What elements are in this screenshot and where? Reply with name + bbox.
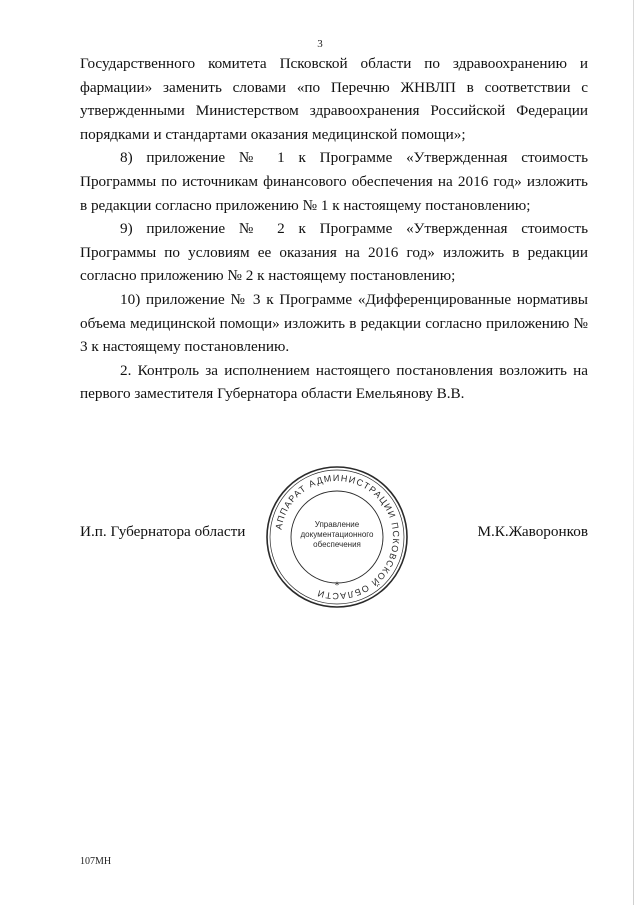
document-body bbox=[80, 52, 588, 406]
official-seal-stamp bbox=[264, 464, 410, 610]
seal-outer-text: АППАРАТ АДМИНИСТРАЦИИ ПСКОВСКОЙ ОБЛАСТИ bbox=[273, 472, 402, 602]
paragraph-item-8: 8) приложение № 1 к Программе «Утвержденная стоимость Программы по источникам финансового обеспечения на 2016 год» изложить в редакции согласно приложению № 1 к настоящему постановлению; bbox=[80, 149, 588, 214]
signatory-position: И.п. Губернатора области bbox=[80, 523, 246, 540]
footer-document-code: 107МН bbox=[80, 856, 112, 867]
seal-inner-text bbox=[264, 520, 410, 550]
seal-inner-line-2: документационного bbox=[300, 530, 374, 539]
paragraph-continuation: Государственного комитета Псковской области по здравоохранению и фармации» заменить словами «по Перечню ЖНВЛП в соответствии с утвержденными Министерством здравоохранения Российской Федерации порядками и стандартами оказания медицинской помощи»; bbox=[80, 55, 588, 143]
paragraph-item-9: 9) приложение № 2 к Программе «Утвержденная стоимость Программы по условиям ее оказания на 2016 год» изложить в редакции согласно приложению № 2 к настоящему постановлению; bbox=[80, 220, 588, 285]
signatory-name: М.К.Жаворонков bbox=[477, 523, 588, 540]
seal-inner-line-1: Управление bbox=[314, 520, 360, 529]
seal-star-icon: * bbox=[334, 581, 340, 591]
page-number: 3 bbox=[317, 38, 323, 50]
scan-edge-line bbox=[633, 0, 634, 905]
paragraph-control-clause: 2. Контроль за исполнением настоящего постановления возложить на первого заместителя Губернатора области Емельянову В.В. bbox=[80, 361, 588, 403]
paragraph-item-10: 10) приложение № 3 к Программе «Дифференцированные нормативы объема медицинской помощи» изложить в редакции согласно приложению № 3 к настоящему постановлению. bbox=[80, 290, 588, 356]
seal-inner-line-3: обеспечения bbox=[313, 540, 361, 549]
